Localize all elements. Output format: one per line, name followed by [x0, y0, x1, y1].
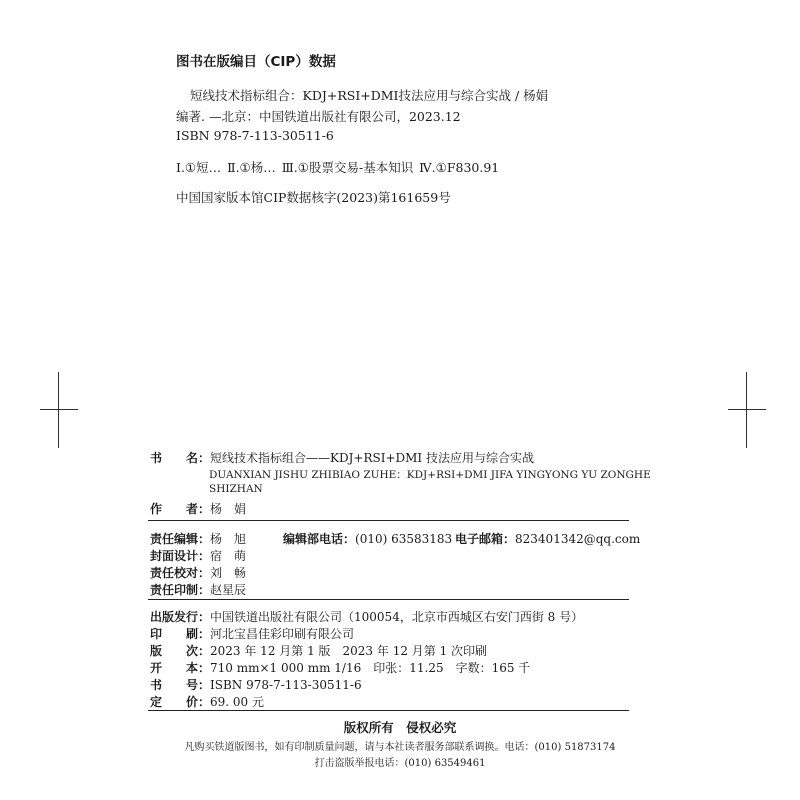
- print-supervisor-label: 责任印制：: [150, 583, 211, 597]
- price-row: [150, 691, 264, 710]
- divider-1: [148, 520, 629, 521]
- email-label: 电子邮箱：: [455, 532, 516, 546]
- price-label: 定 价：: [150, 695, 211, 709]
- price-value: 69. 00 元: [210, 695, 264, 709]
- cip-classification-line: Ⅰ.①短… Ⅱ.①杨… Ⅲ.①股票交易-基本知识 Ⅳ.①F830.91: [176, 160, 500, 175]
- cover-design-label: 封面设计：: [150, 549, 211, 563]
- cover-design-value: 宿 萌: [210, 549, 247, 563]
- cip-title-line: 短线技术指标组合：KDJ+RSI+DMI技法应用与综合实战 / 杨娟: [190, 88, 549, 103]
- format-value: 710 mm×1 000 mm 1/16 印张：11.25 字数：165 千: [210, 661, 531, 675]
- author-value: 杨 娟: [210, 502, 247, 516]
- proofreader-label: 责任校对：: [150, 566, 211, 580]
- dept-phone-row: [283, 528, 452, 547]
- author-row: [150, 498, 246, 517]
- isbn-label: 书 号：: [150, 678, 211, 692]
- book-title-pinyin-1: DUANXIAN JISHU ZHIBIAO ZUHE：KDJ+RSI+DMI JIFA YINGYONG YU ZONGHE: [209, 469, 651, 481]
- format-label: 开 本：: [150, 661, 211, 675]
- edition-label: 版 次：: [150, 644, 211, 658]
- book-title-row: [150, 447, 534, 466]
- book-title-label: 书 名：: [150, 451, 211, 465]
- email-value: 823401342@qq.com: [515, 532, 641, 546]
- divider-3: [148, 710, 629, 711]
- print-supervisor-value: 赵星辰: [210, 583, 247, 597]
- anti-piracy-hotline: 打击盗版举报电话：(010) 63549461: [314, 758, 486, 769]
- cip-heading: 图书在版编目（CIP）数据: [176, 54, 336, 70]
- publisher-value: 中国铁道出版社有限公司（100054，北京市西城区右安门西街 8 号）: [210, 610, 584, 624]
- print-supervisor-row: [150, 579, 246, 598]
- editor-label: 责任编辑：: [150, 532, 211, 546]
- dept-phone-label: 编辑部电话：: [283, 532, 356, 546]
- proofreader-value: 刘 畅: [210, 566, 247, 580]
- copyright-notice: 版权所有 侵权必究: [343, 720, 457, 735]
- dept-phone-value: (010) 63583183: [355, 532, 453, 546]
- cip-isbn-line: ISBN 978-7-113-30511-6: [176, 128, 334, 143]
- publisher-label: 出版发行：: [150, 610, 211, 624]
- quality-notice: 凡购买铁道版图书，如有印制质量问题，请与本社读者服务部联系调换。电话：(010) 51873174: [184, 742, 616, 753]
- printer-value: 河北宝昌佳彩印刷有限公司: [210, 627, 355, 641]
- cip-publisher-line: 编著. —北京：中国铁道出版社有限公司，2023.12: [176, 109, 461, 124]
- editor-value: 杨 旭: [210, 532, 247, 546]
- cip-core-data-line: 中国国家版本馆CIP数据核字(2023)第161659号: [176, 190, 451, 205]
- book-title-pinyin-2: SHIZHAN: [209, 483, 263, 495]
- printer-label: 印 刷：: [150, 627, 211, 641]
- edition-value: 2023 年 12 月第 1 版 2023 年 12 月第 1 次印刷: [210, 644, 488, 658]
- divider-2: [148, 599, 629, 600]
- isbn-value: ISBN 978-7-113-30511-6: [210, 678, 362, 692]
- email-row: [455, 528, 640, 547]
- book-title-value: 短线技术指标组合——KDJ+RSI+DMI 技法应用与综合实战: [210, 451, 534, 465]
- author-label: 作 者：: [150, 502, 211, 516]
